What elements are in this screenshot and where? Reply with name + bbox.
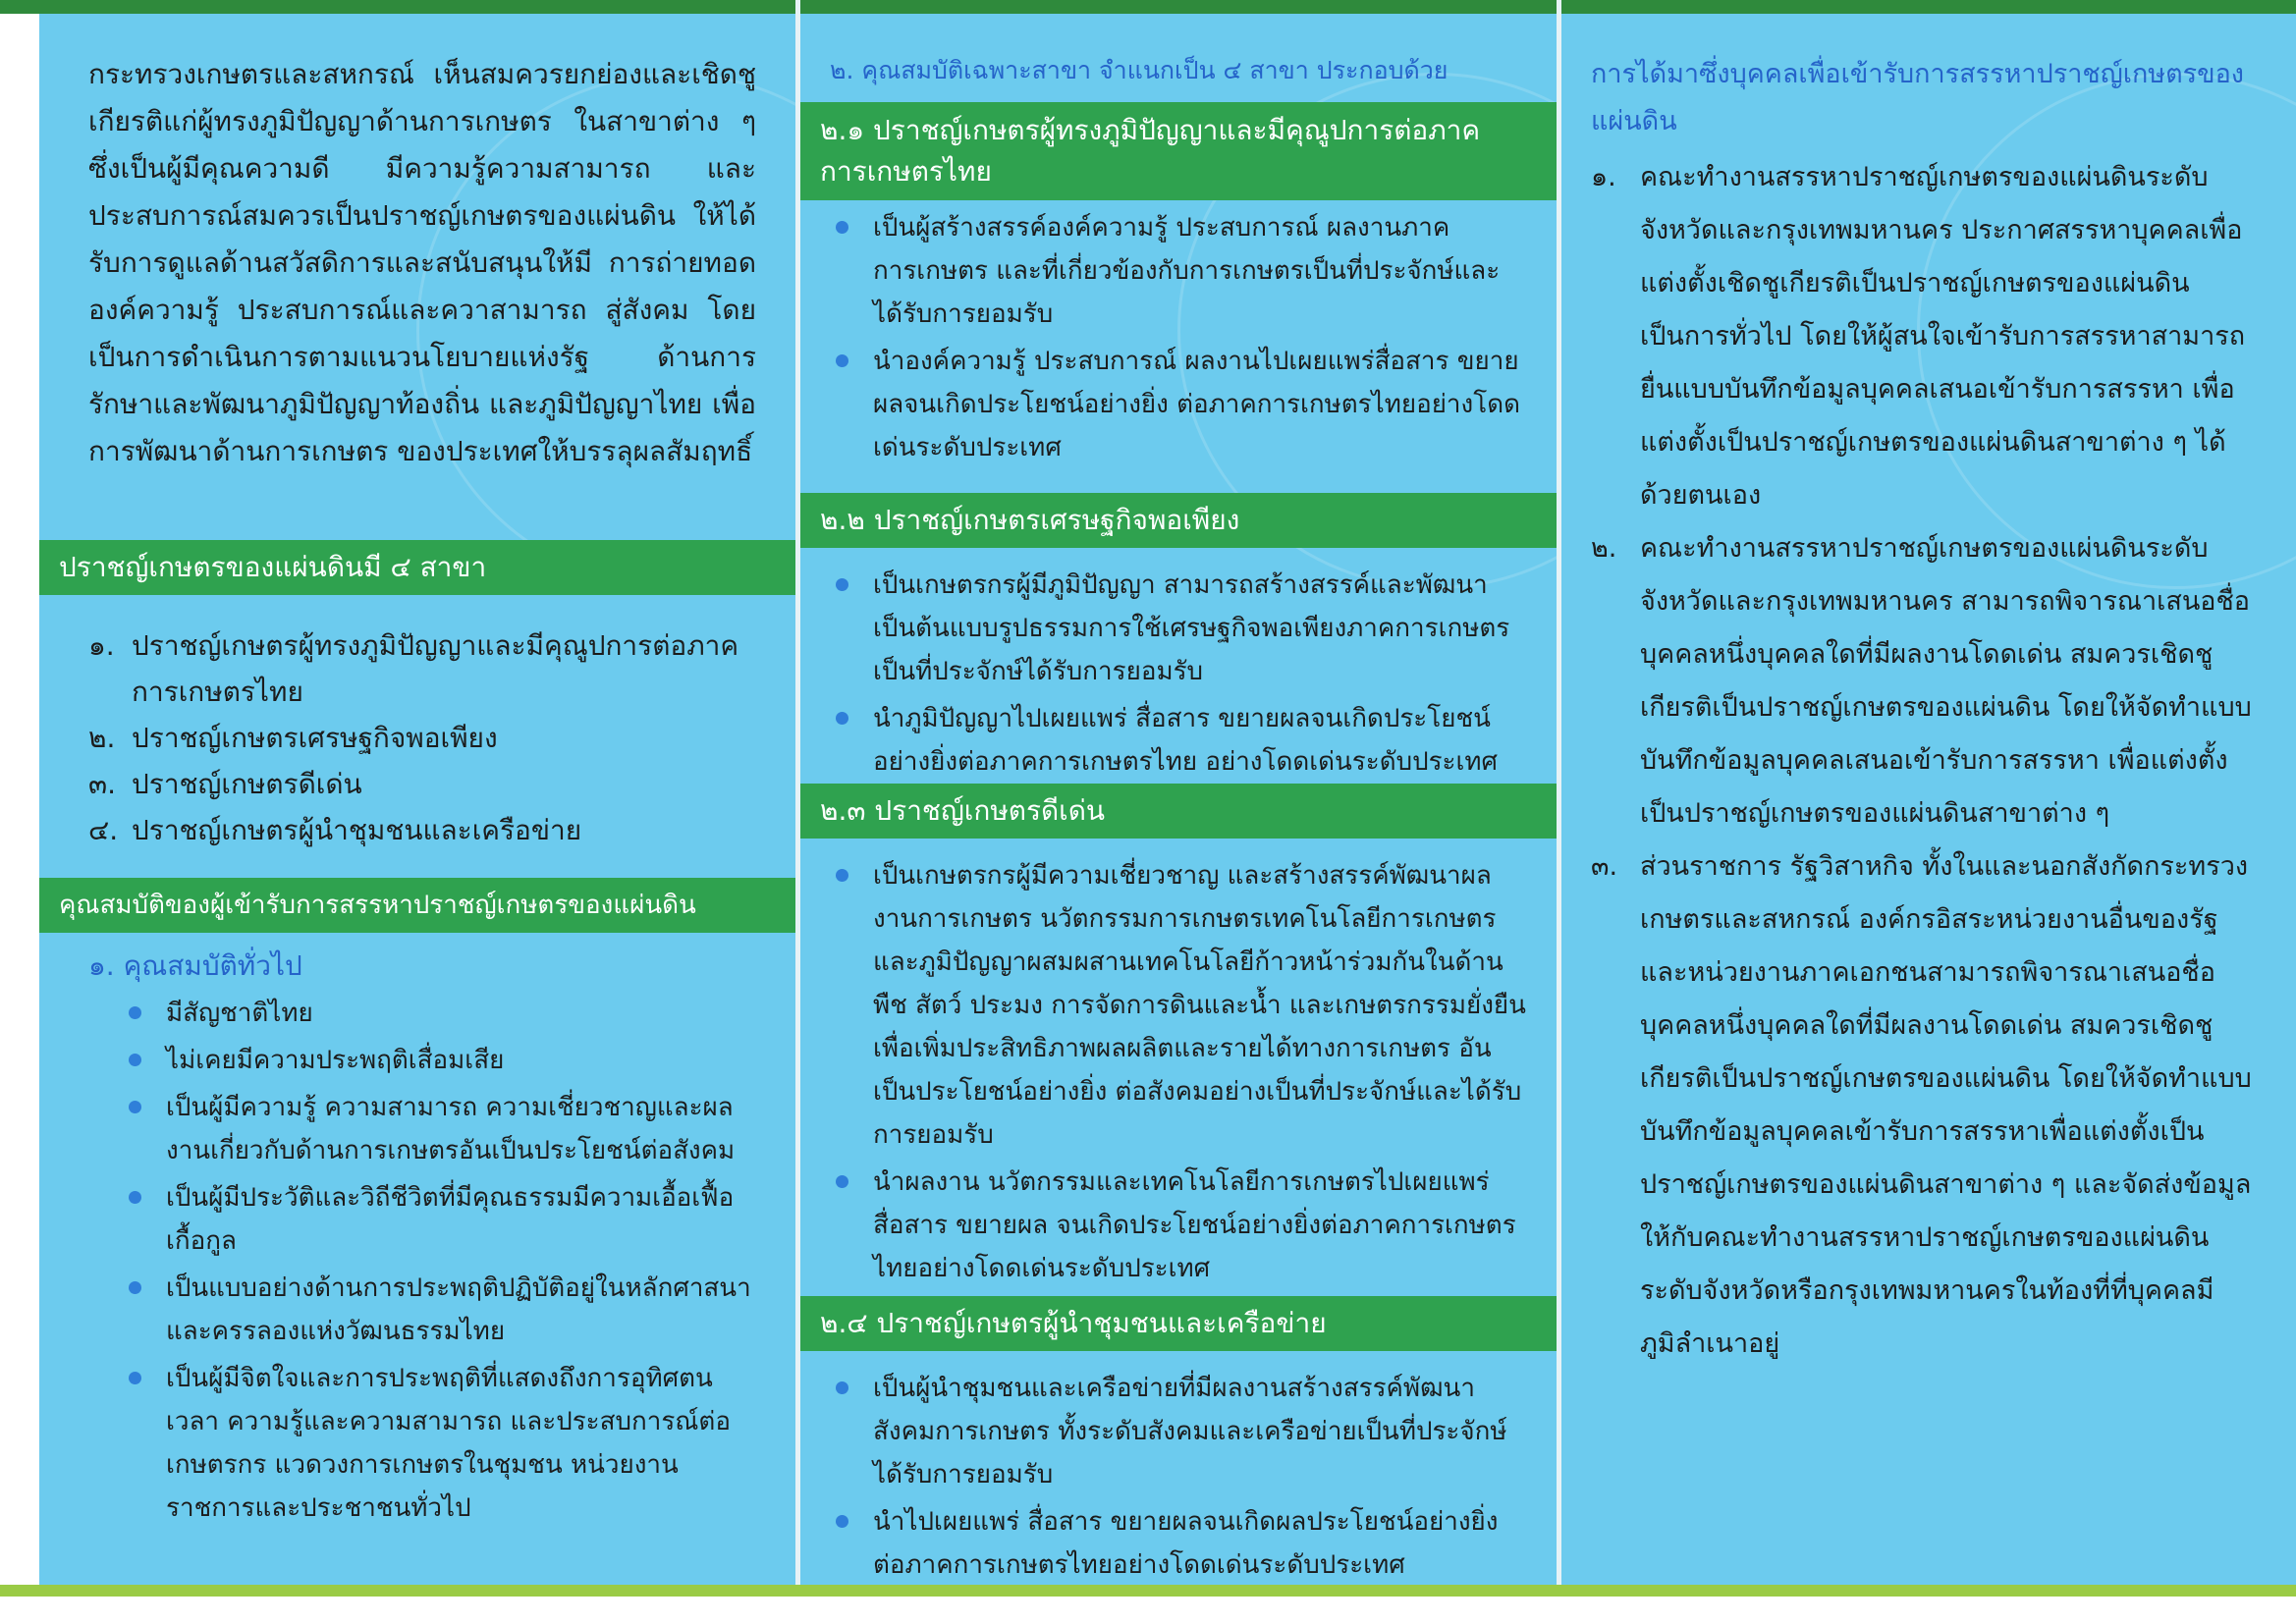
left-panel xyxy=(39,14,795,1585)
list-item: ๓. ส่วนราชการ รัฐวิสาหกิจ ทั้งในและนอกสังกัดกระทรวงเกษตรและสหกรณ์ องค์กรอิสระหน่วยงานอื่นของรัฐ และหน่วยงานภาคเอกชนสามารถพิจารณาเสนอชื่อบุคคลหนึ่งบุคคลใดที่มีผลงานโดดเด่น สมควรเชิดชูเกียรติเป็นปราชญ์เกษตรของแผ่นดิน โดยให้จัดทำแบบบันทึกข้อมูลบุคคลเข้ารับการสรรหาเพื่อแต่งตั้งเป็นปราชญ์เกษตรของแผ่นดินสาขาต่าง ๆ และจัดส่งข้อมูลให้กับคณะทำงานสรรหาปราชญ์เกษตรของแผ่นดินระดับจังหวัดหรือกรุงเทพมหานครในท้องที่ที่บุคคลมีภูมิลำเนาอยู่ xyxy=(1591,851,2252,1359)
list-item: ๑. คณะทำงานสรรหาปราชญ์เกษตรของแผ่นดินระดับจังหวัดและกรุงเทพมหานคร ประกาศสรรหาบุคคลเพื่อแต่งตั้งเชิดชูเกียรติเป็นปราชญ์เกษตรของแผ่นดินเป็นการทั่วไป โดยให้ผู้สนใจเข้ารับการสรรหาสามารถยื่นแบบบันทึกข้อมูลบุคคลเสนอเข้ารับการสรรหา เพื่อแต่งตั้งเป็นปราชญ์เกษตรของแผ่นดินสาขาต่าง ๆ ได้ด้วยตนเอง xyxy=(1591,162,2246,511)
fold-line xyxy=(795,0,800,1624)
list-item: นำองค์ความรู้ ประสบการณ์ ผลงานไปเผยแพร่สื่อสาร ขยายผลจนเกิดประโยชน์อย่างยิ่ง ต่อภาคการเกษตรไทยอย่างโดดเด่นระดับประเทศ xyxy=(830,340,1527,469)
bullet-icon xyxy=(836,869,848,882)
list-item: มีสัญชาติไทย xyxy=(123,992,761,1035)
section-2-4-header: ๒.๔ ปราชญ์เกษตรผู้นำชุมชนและเครือข่าย xyxy=(800,1296,1557,1351)
list-item: เป็นเกษตรกรผู้มีภูมิปัญญา สามารถสร้างสรรค์และพัฒนาเป็นต้นแบบรูปธรรมการใช้เศรษฐกิจพอเพียงภาคการเกษตร เป็นที่ประจักษ์ได้รับการยอมรับ xyxy=(830,564,1527,693)
list-item: ๑. ปราชญ์เกษตรผู้ทรงภูมิปัญญาและมีคุณูปการต่อภาคการเกษตรไทย xyxy=(88,629,739,708)
section-2-4-list xyxy=(830,1367,1527,1585)
acquisition-title: การได้มาซึ่งบุคคลเพื่อเข้ารับการสรรหาปราชญ์เกษตรของแผ่นดิน xyxy=(1591,59,2244,136)
list-item: นำผลงาน นวัตกรรมและเทคโนโลยีการเกษตรไปเผยแพร่ สื่อสาร ขยายผล จนเกิดประโยชน์อย่างยิ่งต่อภาคการเกษตรไทยอย่างโดดเด่นระดับประเทศ xyxy=(830,1161,1527,1290)
general-qualification-heading: ๑. คุณสมบัติทั่วไป xyxy=(88,949,302,982)
list-item: ๔. ปราชญ์เกษตรผู้นำชุมชนและเครือข่าย xyxy=(88,814,582,846)
bullet-icon xyxy=(836,221,848,234)
section-2-2-list xyxy=(830,564,1527,787)
fold-line xyxy=(1557,0,1561,1624)
qualification-header: คุณสมบัติของผู้เข้ารับการสรรหาปราชญ์เกษตรของแผ่นดิน xyxy=(39,878,795,933)
list-item: เป็นผู้มีความรู้ ความสามารถ ความเชี่ยวชาญและผลงานเกี่ยวกับด้านการเกษตรอันเป็นประโยชน์ต่อสังคม xyxy=(123,1086,761,1172)
bullet-icon xyxy=(129,1372,141,1384)
list-item: เป็นเกษตรกรผู้มีความเชี่ยวชาญ และสร้างสรรค์พัฒนาผลงานการเกษตร นวัตกรรมการเกษตรเทคโนโลยีการเกษตร และภูมิปัญญาผสมผสานเทคโนโลยีก้าวหน้าร่วมกันในด้านพืช สัตว์ ประมง การจัดการดินและน้ำ และเกษตรกรรมยั่งยืน เพื่อเพิ่มประสิทธิภาพผลผลิตและรายได้ทางการเกษตร อันเป็นประโยชน์อย่างยิ่ง ต่อสังคมอย่างเป็นที่ประจักษ์และได้รับการยอมรับ xyxy=(830,854,1527,1157)
bullet-icon xyxy=(129,1054,141,1066)
bullet-icon xyxy=(836,1381,848,1394)
bullet-icon xyxy=(129,1281,141,1294)
section-2-1-header: ๒.๑ ปราชญ์เกษตรผู้ทรงภูมิปัญญาและมีคุณูปการต่อภาคการเกษตรไทย xyxy=(800,102,1557,200)
intro-paragraph: กระทรวงเกษตรและสหกรณ์ เห็นสมควรยกย่องและเชิดชูเกียรติแก่ผู้ทรงภูมิปัญญาด้านการเกษตร ในสาขาต่าง ๆ ซึ่งเป็นผู้มีคุณความดี มีความรู้ความสามารถ และประสบการณ์สมควรเป็นปราชญ์เกษตรของแผ่นดิน ให้ได้รับการดูแลด้านสวัสดิการและสนับสนุนให้มี การถ่ายทอดองค์ความรู้ ประสบการณ์และควาสามารถ สู่สังคม โดยเป็นการดำเนินการตามแนวนโยบายแห่งรัฐ ด้านการรักษาและพัฒนาภูมิปัญญาท้องถิ่น และภูมิปัญญาไทย เพื่อการพัฒนาด้านการเกษตร ของประเทศให้บรรลุผลสัมฤทธิ์ xyxy=(88,58,756,467)
bullet-icon xyxy=(129,1191,141,1204)
section-2-1-list xyxy=(830,206,1527,473)
branches-header: ปราชญ์เกษตรของแผ่นดินมี ๔ สาขา xyxy=(39,540,795,595)
general-qualification-list xyxy=(123,992,761,1534)
bottom-green-border xyxy=(0,1585,2296,1597)
bullet-icon xyxy=(836,578,848,591)
specific-qualification-title: ๒. คุณสมบัติเฉพาะสาขา จำแนกเป็น ๔ สาขา ประกอบด้วย xyxy=(830,56,1449,84)
list-item: เป็นผู้นำชุมชนและเครือข่ายที่มีผลงานสร้างสรรค์พัฒนาสังคมการเกษตร ทั้งระดับสังคมและเครือข่ายเป็นที่ประจักษ์ได้รับการยอมรับ xyxy=(830,1367,1527,1496)
section-2-3-header: ๒.๓ ปราชญ์เกษตรดีเด่น xyxy=(800,784,1557,839)
bullet-icon xyxy=(836,354,848,367)
section-2-3-list xyxy=(830,854,1527,1294)
list-item: ๒. ปราชญ์เกษตรเศรษฐกิจพอเพียง xyxy=(88,722,498,754)
list-item: ๒. คณะทำงานสรรหาปราชญ์เกษตรของแผ่นดินระดับจังหวัดและกรุงเทพมหานคร สามารถพิจารณาเสนอชื่อบุคคลหนึ่งบุคคลใดที่มีผลงานโดดเด่น สมควรเชิดชูเกียรติเป็นปราชญ์เกษตรของแผ่นดิน โดยให้จัดทำแบบบันทึกข้อมูลบุคคลเสนอเข้ารับการสรรหา เพื่อแต่งตั้งเป็นปราชญ์เกษตรของแผ่นดินสาขาต่าง ๆ xyxy=(1591,533,2252,829)
list-item: เป็นผู้มีจิตใจและการประพฤติที่แสดงถึงการอุทิศตนเวลา ความรู้และความสามารถ และประสบการณ์ต่อเกษตรกร แวดวงการเกษตรในชุมชน หน่วยงานราชการและประชาชนทั่วไป xyxy=(123,1357,761,1530)
bullet-icon xyxy=(129,1006,141,1019)
bullet-icon xyxy=(836,1515,848,1528)
bullet-icon xyxy=(836,1175,848,1188)
middle-panel xyxy=(800,14,1557,1585)
bottom-white-margin xyxy=(0,1597,2296,1624)
list-item: นำภูมิปัญญาไปเผยแพร่ สื่อสาร ขยายผลจนเกิดประโยชน์อย่างยิ่งต่อภาคการเกษตรไทย อย่างโดดเด่นระดับประเทศ xyxy=(830,697,1527,784)
list-item: ไม่เคยมีความประพฤติเสื่อมเสีย xyxy=(123,1039,761,1082)
list-item: เป็นผู้มีประวัติและวิถีชีวิตที่มีคุณธรรมมีความเอื้อเฟื้อเกื้อกูล xyxy=(123,1176,761,1263)
bullet-icon xyxy=(129,1101,141,1113)
list-item: ๓. ปราชญ์เกษตรดีเด่น xyxy=(88,768,362,800)
right-panel xyxy=(1561,14,2296,1585)
list-item: นำไปเผยแพร่ สื่อสาร ขยายผลจนเกิดผลประโยชน์อย่างยิ่งต่อภาคการเกษตรไทยอย่างโดดเด่นระดับประเทศ xyxy=(830,1500,1527,1585)
list-item: เป็นผู้สร้างสรรค์องค์ความรู้ ประสบการณ์ ผลงานภาคการเกษตร และที่เกี่ยวข้องกับการเกษตรเป็นที่ประจักษ์และได้รับการยอมรับ xyxy=(830,206,1527,336)
acquisition-list xyxy=(1591,151,2269,1371)
branches-list xyxy=(88,623,756,853)
top-green-border xyxy=(0,0,2296,14)
section-2-2-header: ๒.๒ ปราชญ์เกษตรเศรษฐกิจพอเพียง xyxy=(800,493,1557,548)
list-item: เป็นแบบอย่างด้านการประพฤติปฏิบัติอยู่ในหลักศาสนาและครรลองแห่งวัฒนธรรมไทย xyxy=(123,1267,761,1353)
bullet-icon xyxy=(836,712,848,725)
